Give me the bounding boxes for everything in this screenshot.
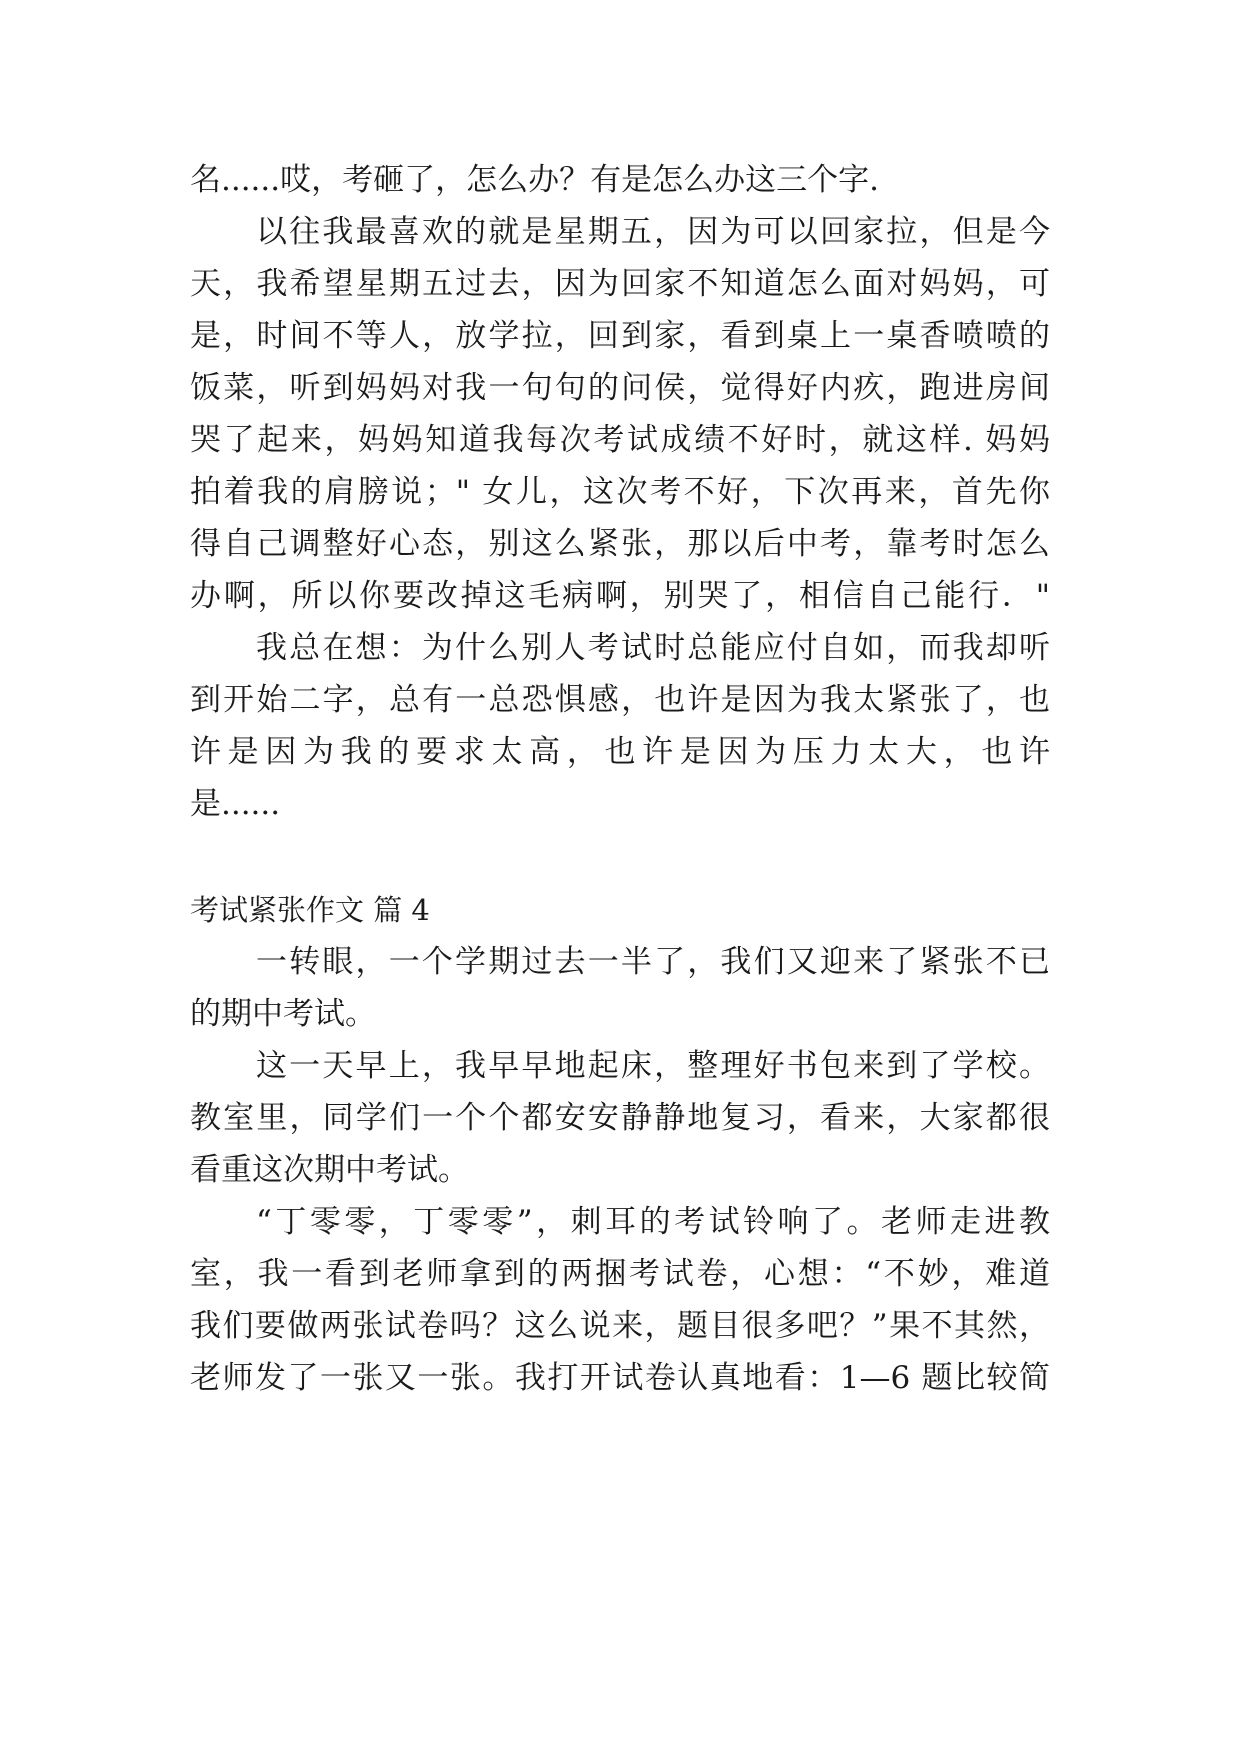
paragraph-line: 这一天早上，我早早地起床，整理好书包来到了学校。	[256, 1048, 1050, 1084]
paragraph-line: 办啊，所以你要改掉这毛病啊，别哭了，相信自己能行．"	[190, 578, 1050, 614]
paragraph-line: 哭了起来，妈妈知道我每次考试成绩不好时，就这样. 妈妈	[190, 422, 1050, 458]
paragraph-line: 是，时间不等人，放学拉，回到家，看到桌上一桌香喷喷的	[190, 318, 1050, 354]
paragraph-line: 到开始二字，总有一总恐惧感，也许是因为我太紧张了，也	[190, 682, 1050, 718]
paragraph-line: 拍着我的肩膀说；" 女儿，这次考不好，下次再来，首先你	[190, 474, 1050, 510]
paragraph-line: 教室里，同学们一个个都安安静静地复习，看来，大家都很	[190, 1100, 1050, 1136]
paragraph-line: 许是因为我的要求太高，也许是因为压力太大，也许	[190, 734, 1050, 770]
paragraph-line: 天，我希望星期五过去，因为回家不知道怎么面对妈妈，可	[190, 266, 1050, 302]
paragraph-line: “丁零零，丁零零”，刺耳的考试铃响了。老师走进教	[256, 1204, 1050, 1240]
paragraph-line: 我们要做两张试卷吗？这么说来，题目很多吧？”果不其然，	[190, 1308, 1050, 1344]
paragraph-line: 以往我最喜欢的就是星期五，因为可以回家拉，但是今	[256, 214, 1050, 250]
paragraph-line: 一转眼，一个学期过去一半了，我们又迎来了紧张不已	[256, 944, 1050, 980]
paragraph-line: 看重这次期中考试。	[190, 1152, 469, 1188]
paragraph-line: 饭菜，听到妈妈对我一句句的问侯，觉得好内疚，跑进房间	[190, 370, 1050, 406]
paragraph-line: 我总在想：为什么别人考试时总能应付自如，而我却听	[256, 630, 1050, 666]
paragraph-line: 名......哎，考砸了，怎么办？有是怎么办这三个字.	[190, 162, 879, 198]
paragraph-line: 室，我一看到老师拿到的两捆考试卷，心想：“不妙，难道	[190, 1256, 1050, 1292]
paragraph-line: 的期中考试。	[190, 996, 376, 1032]
paragraph-line: 得自己调整好心态，别这么紧张，那以后中考，靠考时怎么	[190, 526, 1050, 562]
section-heading: 考试紧张作文 篇 4	[190, 893, 430, 927]
paragraph-line: 是......	[190, 786, 281, 822]
paragraph-line: 老师发了一张又一张。我打开试卷认真地看：1—6 题比较简	[190, 1360, 1050, 1396]
